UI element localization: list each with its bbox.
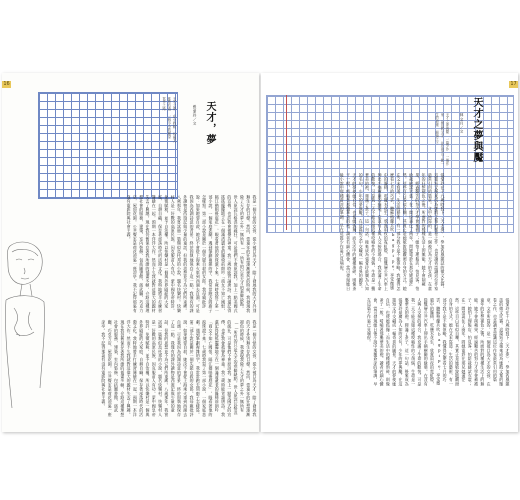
portrait-sketch	[2, 238, 48, 418]
body-text-right-upper: 張愛玲在十九歲時寫下〈天才夢〉，參加西風雜誌的徵文比賽。這篇短文後來成為她散文集的壓卷之作，也是讀者認識這位作家最常引用的篇章。文中所寫的，是一個被目為天才的女孩，在童年的狂想褪色之後，所面對的種種生活上的無能。她不會削蘋果，經過艱苦的努力才學會補襪子；她怕上理髮店，怕見客，怕給裁縫試衣裳；在一間房裏住了兩年，問她電鈴在那兒她還茫然。這些自白看似自嘲，其實正是她敏銳地觀照自身的方式。她在文末寫道：生活的藝術，有一部分我不是不能領略。我懂得怎麼看七月的巧雲，聽蘇格蘭兵吹bagpipe，享受微風中的籐椅，吃鹽水花生，欣賞雨夜的霓虹燈，從雙層公共汽車上伸出手摘樹巔的綠葉。在沒有人與人交接的場合，我充滿了生命的歡悅。可是我一天不能克服這種咬嚙性的小煩惱，生命是一襲華美的袍，爬滿了蚤子。這一句話，後來成為張愛玲最廣為人知的名句。少年的夢與魘，在這篇短文中交織成一幅奇異的圖景。天才的夢使她自信，也使她孤獨；而生活中的種種瑣碎，則像蚤子一般，啃嚙著那襲華美的袍。讀者若細心體會，當可發現她日後小說中那種蒼涼的筆調，早在這篇少作裏已見端倪。	[340, 173, 446, 291]
body-text-left-upper: 我是一個古怪的女孩，從小被目為天才，除了發展我的天才外別無生存的目標。然而，當童年的狂想逐漸褪色的時候，我發現我除了天才的夢之外一無所有——所有的只是天才的乖僻缺點。世人原諒瓦格涅的疏狂，可是他們不會原諒我。加上一點美國式的宣傳，也許我會被譽為神童。我三歲時能背誦唐詩。我還記得搖搖擺擺地立在一個滿清遺老的籐椅前朗吟「商女不知亡國恨，隔江猶唱後庭花」，眼看著他的淚珠滾下來。七歲時我寫了第一部小說，一個家庭悲劇。遇到筆劃複雜的字，我常常跑去問廚子怎樣寫。第二部小說是關於一個失戀自殺的女郎。我母親批評說：如果她要自殺，她決不會從上海乘火車到西湖去自溺。可是我因為西湖詩意的背景，終於固執地保存了這一點。我僅有的課外讀物是西遊記與少量的童話，但我的思想並不為它們所束縛。八歲那年，我嘗試過一篇類似烏托邦的小說，題名快樂村。快樂村人是一好戰的高原民族，因克服苗人有功，蒙中國皇帝特許，免徵賦稅，並予自治權。所以快樂村是一個與外界隔絕的大家庭，自耕自織，保存著部落時代的活潑文化。我特地將半打練習簿縫在一起，預期一本洋洋大作，然而不久我就對這偉大的題材失去了興趣。現在我仍舊保存著我所繪的插畫多幀，介紹這種理想社會的服務，建築，室內裝修，包括圖書館，演武廳，巧克力店，屋頂花園。公共餐室是荷花池裏一座涼亭。我不記得那裏有沒有電影院與社會主義。	[127, 195, 258, 313]
left-page	[2, 73, 259, 432]
right-page	[261, 73, 518, 432]
body-text-right-lower: 張愛玲在十九歲時寫下〈天才夢〉，參加西風雜誌的徵文比賽。這篇短文後來成為她散文集的壓卷之作，也是讀者認識這位作家最常引用的篇章。文中所寫的，是一個被目為天才的女孩，在童年的狂想褪色之後，所面對的種種生活上的無能。她不會削蘋果，經過艱苦的努力才學會補襪子；她怕上理髮店，怕見客，怕給裁縫試衣裳；在一間房裏住了兩年，問她電鈴在那兒她還茫然。這些自白看似自嘲，其實正是她敏銳地觀照自身的方式。她在文末寫道：生活的藝術，有一部分我不是不能領略。我懂得怎麼看七月的巧雲，聽蘇格蘭兵吹bagpipe，享受微風中的籐椅，吃鹽水花生，欣賞雨夜的霓虹燈，從雙層公共汽車上伸出手摘樹巔的綠葉。在沒有人與人交接的場合，我充滿了生命的歡悅。可是我一天不能克服這種咬嚙性的小煩惱，生命是一襲華美的袍，爬滿了蚤子。這一句話，後來成為張愛玲最廣為人知的名句。少年的夢與魘，在這篇短文中交織成一幅奇異的圖景。天才的夢使她自信，也使她孤獨；而生活中的種種瑣碎，則像蚤子一般，啃嚙著那襲華美的袍。讀者若細心體會，當可發現她日後小說中那種蒼涼的筆調，早在這篇少作裏已見端倪。	[367, 298, 511, 387]
author-byline-left: 張愛玲／文	[193, 105, 197, 126]
page-number-right: 17	[510, 81, 517, 87]
page-number-left: 16	[3, 81, 10, 87]
article-title-right: 天才之夢與魘	[471, 97, 482, 163]
article-title-left: 天才，夢	[204, 101, 215, 145]
intro-text-left: 天才之夢 在小時候 每個人都曾有過 一個小小的願望 寫作之路	[161, 97, 176, 143]
intro-text-right: 天才之夢與魘 一篇少作 一個作家 最初的文字 往往預示了她一生的命運 細讀之下	[434, 113, 449, 166]
author-byline-right: 林文月／文	[460, 113, 464, 134]
red-margin-line	[286, 95, 287, 230]
body-text-left-lower: 我是一個古怪的女孩，從小被目為天才，除了發展我的天才外別無生存的目標。然而，當童年的狂想逐漸褪色的時候，我發現我除了天才的夢之外一無所有——所有的只是天才的乖僻缺點。世人原諒瓦格涅的疏狂，可是他們不會原諒我。加上一點美國式的宣傳，也許我會被譽為神童。我三歲時能背誦唐詩。我還記得搖搖擺擺地立在一個滿清遺老的籐椅前朗吟「商女不知亡國恨，隔江猶唱後庭花」，眼看著他的淚珠滾下來。七歲時我寫了第一部小說，一個家庭悲劇。遇到筆劃複雜的字，我常常跑去問廚子怎樣寫。第二部小說是關於一個失戀自殺的女郎。我母親批評說：如果她要自殺，她決不會從上海乘火車到西湖去自溺。可是我因為西湖詩意的背景，終於固執地保存了這一點。我僅有的課外讀物是西遊記與少量的童話，但我的思想並不為它們所束縛。八歲那年，我嘗試過一篇類似烏托邦的小說，題名快樂村。快樂村人是一好戰的高原民族，因克服苗人有功，蒙中國皇帝特許，免徵賦稅，並予自治權。所以快樂村是一個與外界隔絕的大家庭，自耕自織，保存著部落時代的活潑文化。我特地將半打練習簿縫在一起，預期一本洋洋大作，然而不久我就對這偉大的題材失去了興趣。現在我仍舊保存著我所繪的插畫多幀，介紹這種理想社會的服務，建築，室內裝修，包括圖書館，演武廳，巧克力店，屋頂花園。公共餐室是荷花池裏一座涼亭。我不記得那裏有沒有電影院與社會主義。	[101, 320, 258, 417]
